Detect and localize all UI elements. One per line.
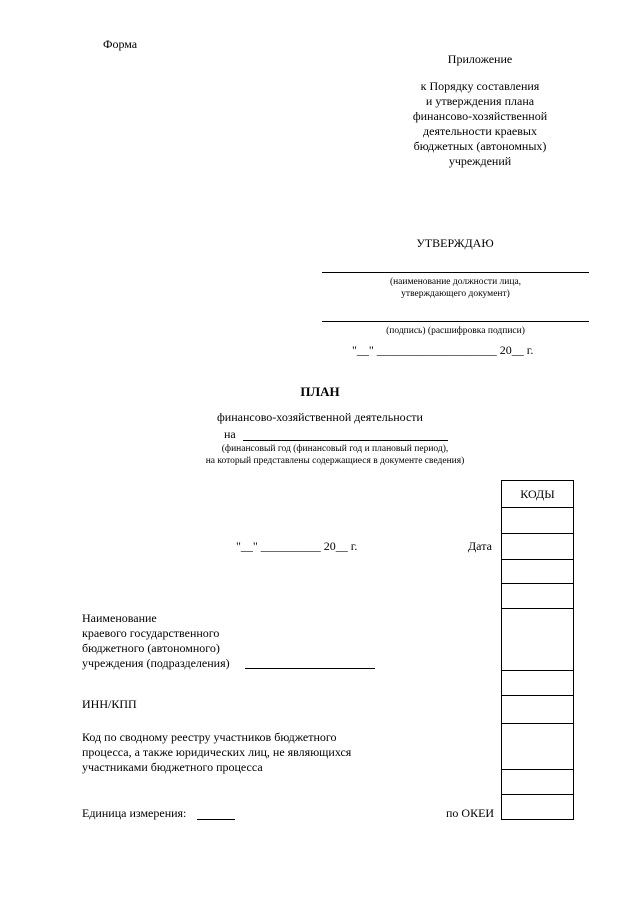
appendix-line: учреждений — [448, 154, 512, 168]
plan-title: ПЛАН — [300, 384, 340, 399]
plan-subtitle: финансово-хозяйственной деятельности — [217, 410, 423, 424]
inn-kpp-code-cell[interactable] — [502, 696, 573, 724]
approve-date: "__" ____________________ 20__ г. — [352, 343, 534, 357]
form-label: Форма — [103, 37, 138, 51]
form-code-cell[interactable] — [502, 508, 573, 534]
position-line — [322, 272, 589, 273]
position-caption — [322, 276, 589, 300]
institution-name-label — [82, 611, 230, 671]
registry-code-cell[interactable] — [502, 724, 573, 770]
plan-caption-line: (финансовый год (финансовый год и плановый период), — [221, 444, 449, 454]
date-code-cell[interactable] — [502, 534, 573, 560]
okei-label: по ОКЕИ — [446, 806, 495, 820]
okei-code-cell[interactable] — [502, 795, 573, 820]
appendix-line: к Порядку составления — [420, 79, 540, 93]
position-caption-line: (наименование должности лица, — [389, 277, 522, 287]
institution-name-line-field[interactable] — [245, 668, 375, 669]
institution-name-line: учреждения (подразделения) — [82, 656, 230, 670]
appendix-text — [390, 79, 570, 169]
registry-line: участниками бюджетного процесса — [82, 760, 263, 774]
appendix-line: бюджетных (автономных) — [413, 139, 547, 153]
code-cell[interactable] — [502, 671, 573, 696]
name-code-cell[interactable] — [502, 609, 573, 671]
institution-name-line: бюджетного (автономного) — [82, 641, 220, 655]
signature-caption: (подпись) (расшифровка подписи) — [386, 326, 525, 336]
date-label: Дата — [468, 539, 492, 553]
unit-line-field[interactable] — [197, 819, 235, 820]
codes-header: КОДЫ — [502, 481, 573, 508]
plan-caption-line: на который представлены содержащиеся в документе сведения) — [205, 456, 465, 466]
code-cell[interactable] — [502, 584, 573, 609]
appendix-line: финансово-хозяйственной — [412, 109, 548, 123]
institution-name-line: краевого государственного — [82, 626, 220, 640]
unit-label: Единица измерения: — [82, 806, 187, 820]
institution-name-line: Наименование — [82, 611, 157, 625]
registry-line: Код по сводному реестру участников бюджетного — [82, 730, 337, 744]
registry-code-label — [82, 730, 351, 775]
approve-title: УТВЕРЖДАЮ — [416, 236, 494, 250]
plan-period-line — [243, 440, 448, 441]
plan-caption — [170, 443, 500, 467]
position-caption-line: утверждающего документ) — [401, 289, 510, 299]
codes-column — [501, 480, 574, 820]
code-cell[interactable] — [502, 560, 573, 584]
signature-line — [322, 321, 589, 322]
code-cell[interactable] — [502, 770, 573, 795]
registry-line: процесса, а также юридических лиц, не являющихся — [82, 745, 352, 759]
inn-kpp-label: ИНН/КПП — [82, 697, 137, 711]
document-date: "__" __________ 20__ г. — [236, 539, 358, 553]
appendix-line: деятельности краевых — [423, 124, 537, 138]
appendix-line: и утверждения плана — [425, 94, 535, 108]
appendix-title: Приложение — [447, 52, 513, 66]
plan-on-label: на — [224, 427, 236, 441]
